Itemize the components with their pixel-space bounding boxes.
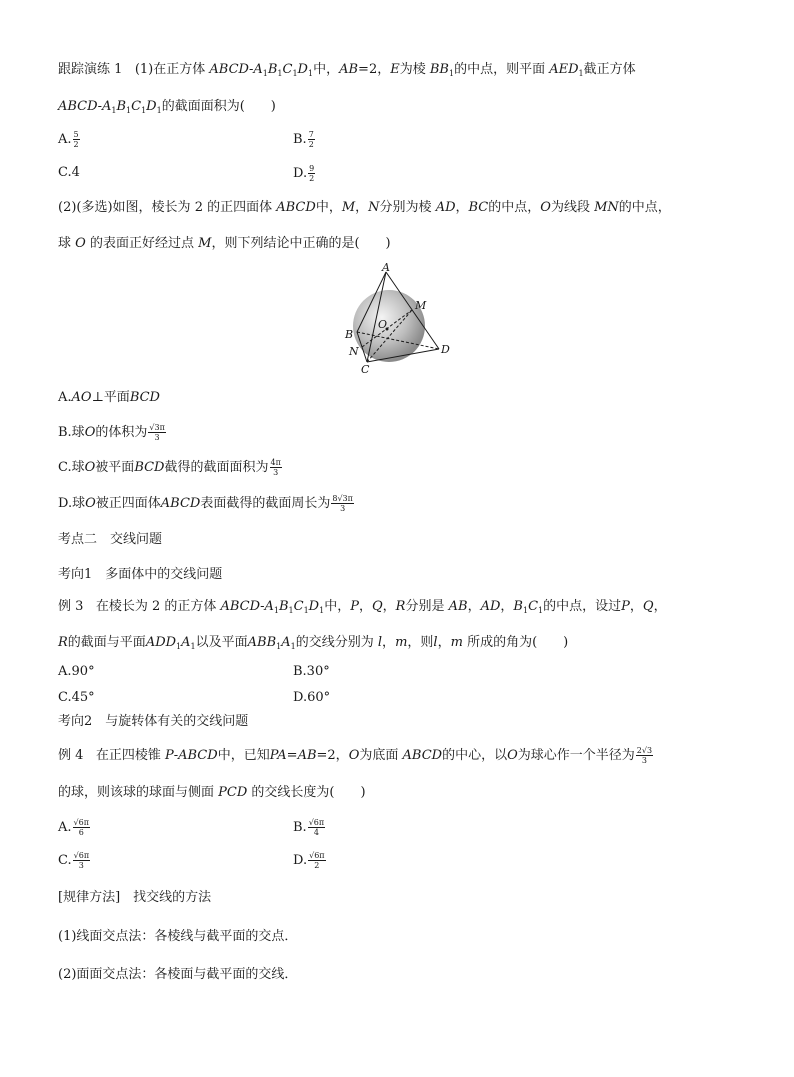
example-4-choice-d[interactable]: D. $\frac{√6\pi}{2}$ (293, 851, 325, 870)
example-4-choice-b[interactable]: B. $\frac{√6\pi}{4}$ (293, 818, 325, 837)
label-o: O (378, 318, 388, 331)
example-4-line2: 的球，则该球的球面与侧面 PCD 的交线长度为( ) (58, 785, 366, 800)
track-q2-line1: (2)(多选)如图，棱长为 2 的正四面体 ABCD中，M，N分别为棱 AD，BC的中点，O为线段 MN的中点， (58, 200, 671, 215)
label-n: N (349, 345, 359, 358)
label-m: M (415, 299, 427, 312)
direction-2-title: 考向2 与旋转体有关的交线问题 (58, 714, 249, 729)
example-4-choice-c[interactable]: C. $\frac{√6\pi}{3}$ (58, 851, 90, 870)
fraction: $\frac{√6\pi}{4}$ (308, 818, 325, 837)
fraction: $\frac{7}{2}$ (308, 130, 314, 149)
track-q1-choice-d[interactable]: D. $\frac{9}{2}$ (293, 164, 315, 183)
example-3-choice-d[interactable]: D.60° (293, 690, 331, 705)
track-q2-choice-c[interactable]: C.球O被平面BCD截得的截面面积为 $\frac{4\pi}{3}$ (58, 458, 281, 477)
example-3-line2: R的截面与平面$ADD_1A_1$以及平面$ABB_1A_1$的交线分别为 l，m，则l，m 所成的角为( ) (58, 635, 569, 651)
direction-1-title: 考向1 多面体中的交线问题 (58, 567, 223, 582)
method-title: [规律方法] 找交线的方法 (58, 890, 212, 905)
example-3-choice-b[interactable]: B.30° (293, 664, 330, 679)
fraction: $\frac{8√3\pi}{3}$ (332, 494, 353, 513)
fraction: $\frac{√6\pi}{2}$ (309, 851, 325, 870)
fraction: $\frac{2√3}{3}$ (636, 746, 653, 765)
track-q2-choice-a[interactable]: A.AO⊥平面BCD (58, 390, 160, 405)
example-3-choice-c[interactable]: C.45° (58, 690, 95, 705)
track-q1-line2: ABCD-$A_1B_1C_1D_1$的截面面积为( ) (58, 99, 276, 115)
label-b: B (345, 328, 354, 341)
fraction: $\frac{9}{2}$ (309, 164, 315, 183)
track-q1-choice-a[interactable]: A. $\frac{5}{2}$ (58, 130, 79, 149)
method-item-1: (1)线面交点法：各棱线与截平面的交点． (58, 929, 298, 944)
method-item-2: (2)面面交点法：各棱面与截平面的交线． (58, 967, 298, 982)
label-d: D (441, 343, 450, 356)
example-3-choice-a[interactable]: A.90° (58, 664, 95, 679)
example-4-line1: 例 4 在正四棱锥 P-ABCD中，已知PA=AB=2，O为底面 ABCD的中心，以O为球心作一个半径为 $\frac{2√3}{3}$ (58, 746, 653, 765)
track-q2-line2: 球 O 的表面正好经过点 M，则下列结论中正确的是( ) (58, 236, 391, 251)
section-title: 考点二 交线问题 (58, 532, 163, 547)
tetrahedron-sphere-figure (335, 262, 455, 377)
fraction: $\frac{4\pi}{3}$ (270, 458, 281, 477)
fraction: $\frac{5}{2}$ (73, 130, 79, 149)
label-a: A (382, 262, 390, 274)
track-heading: 跟踪演练 1 (58, 62, 123, 77)
track-q2-choice-b[interactable]: B.球O的体积为 $\frac{√3\pi}{3}$ (58, 423, 165, 442)
track-q1-choice-b[interactable]: B. $\frac{7}{2}$ (293, 130, 314, 149)
label-c: C (361, 363, 370, 376)
track-q1-line1: 跟踪演练 1 (1)在正方体 ABCD-$A_1B_1C_1D_1$中，AB=2，E为棱 $BB_1$的中点，则平面 $AED_1$截正方体 (58, 62, 636, 78)
fraction: $\frac{√6\pi}{3}$ (73, 851, 90, 870)
example-4-choice-a[interactable]: A. $\frac{√6\pi}{6}$ (58, 818, 89, 837)
fraction: $\frac{√6\pi}{6}$ (73, 818, 89, 837)
track-q2-choice-d[interactable]: D.球O被正四面体ABCD表面截得的截面周长为 $\frac{8√3\pi}{3}$ (58, 494, 353, 513)
track-q1-choice-c[interactable]: C.4 (58, 165, 80, 180)
example-3-line1: 例 3 在棱长为 2 的正方体 ABCD-$A_1B_1C_1D_1$中，P，Q，R分别是 AB，AD，$B_1C_1$的中点，设过P，Q， (58, 599, 667, 615)
fraction: $\frac{√3\pi}{3}$ (149, 423, 165, 442)
